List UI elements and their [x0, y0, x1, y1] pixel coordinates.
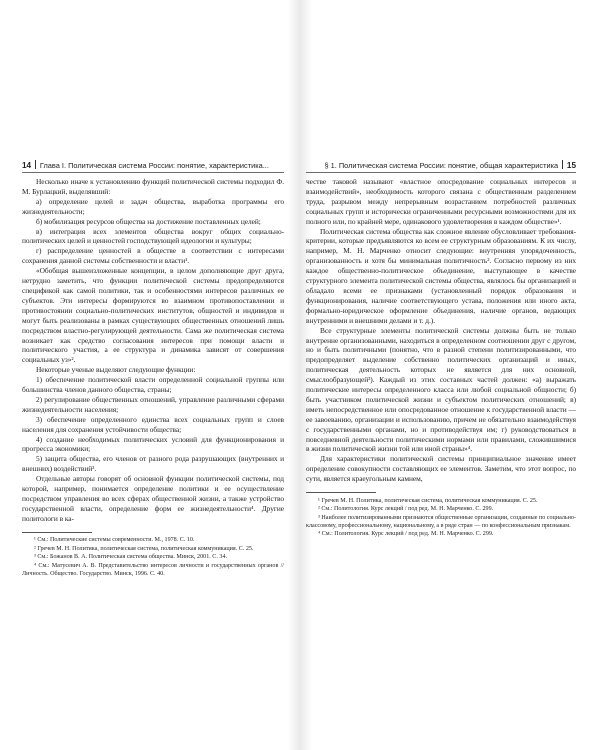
paragraph: б) мобилизация ресурсов общества на достижение поставленных целей;	[36, 216, 261, 226]
paragraph: Некоторые ученые выделяют следующие функции:	[36, 365, 196, 375]
paragraph: 4) создание необходимых политических условий для функционирования и прогресса экономики;	[22, 434, 284, 454]
footnote: ⁴ См.: Политология. Курс лекций / под ред. М. Н. Марченко. С. 299.	[318, 531, 494, 538]
footnote: ² Гречев М. Н. Политика, политическая система, политическая коммуникация. С. 25.	[34, 545, 254, 552]
paragraph: а) определение целей и задач общества, выработка программы его жизнедеятельности;	[22, 196, 284, 216]
paragraph: 1) обеспечение политической власти определенной социальной группы или большинства членов данного общества, страны;	[22, 375, 284, 395]
right-footnotes	[306, 497, 576, 539]
paragraph: 2) регулирование общественных отношений, управление различными сферами жизнедеятельности населения;	[22, 394, 284, 414]
right-page-number: 15	[566, 161, 576, 170]
footnote: ¹ Гречев М. Н. Политика, политическая система, политическая коммуникация. С. 25.	[318, 497, 538, 504]
paragraph: Отдельные авторы говорят об основной функции политической системы, под которой, например, понимается определение политики и ее осуществление посредством управления во всех сферах общественной жизни, а также устройство государственной власти, определение форм ее жизнедеятельности⁴. Другие политологи в ка-	[22, 474, 284, 523]
footnote-divider	[306, 492, 376, 493]
left-running-head-title: Глава I. Политическая система России: понятие, характеристика...	[39, 161, 269, 170]
right-body-text	[306, 177, 576, 484]
right-running-head	[306, 160, 576, 173]
footnote: ³ См.: Божанов В. А. Политическая система общества. Минск, 2001. С. 34.	[34, 554, 228, 561]
left-footnotes	[22, 536, 284, 578]
footnote: ² См.: Политология. Курс лекций / под ред. М. Н. Марченко. С. 299.	[318, 506, 494, 513]
footnote: ¹ См.: Политические системы современности. М., 1978. С. 10.	[34, 537, 195, 544]
left-page	[22, 160, 284, 736]
left-page-number: 14	[22, 161, 32, 170]
paragraph: 5) защита общества, его членов от разного рода разрушающих (внутренних и внешних) воздействий³.	[22, 454, 284, 474]
paragraph: «Обобщая вышеизложенные концепции, в целом дополняющие друг друга, нетрудно заметить, что функции политической системы предопределяются спецификой как самой политики, так и особенностями интересов различных ее субъектов. Эти интересы формируются во взаимном противопоставлении и противостоянии социально-политических институтов, общностей и индивидов и могут быть реализованы в рамках существующих общественных отношений лишь посредством властно-регулирующей деятельности. Сама же политическая система возникает как средство согласования интересов при помощи власти и политического участия, а ее структура и динамика зависят от совершения социальных уз»².	[22, 266, 284, 365]
running-head-divider	[35, 160, 36, 169]
paragraph: г) распределение ценностей в обществе в соответствии с интересами сохранения данной системы собственности и власти¹.	[22, 246, 284, 266]
running-head-divider	[562, 160, 563, 169]
paragraph: Политическая система общества как сложное явление обусловливает требования-критерии, которые предъявляются ко всем ее структурным образованиям. К их числу, например, М. Н. Марченко относит следующие: внутренняя упорядоченность, организованность и хотя бы минимальная политичность². Согласно первому из них каждое общественно-политическое объединение, выступающее в качестве структурного элемента политической системы общества, являлось бы организацией и обладало всеми ее признаками (установленный порядок образования и функционирования, наличие соответствующего устава, положения или иного акта, формально-юридическое оформление объединения, наличие органов, ведающих внутренними и внешними делами и т. д.).	[306, 226, 576, 325]
paragraph: Все структурные элементы политической системы должны быть не только внутренне организованными, находиться в определенном соотношении друг с другом, но и быть политичными (понятно, что в разной степени политизированными, что предопределяет выделение собственно политических организаций и иных, политическая деятельность которых не является для них основной, смыслообразующей³). Каждый из этих составных частей должен: «а) выражать политические интересы определенного класса или любой социальной общности; б) быть участником политической жизни и субъектом политических отношений; в) иметь непосредственное или опосредованное отношение к государственной власти — ее завоеванию, организации и использованию, причем не обязательно взаимодействуя с государственными органами, но и противодействуя им; г) руководствоваться в повседневной деятельности политическими нормами или правилами, сложившимися в жизни политической жизни той или иной страны»⁴.	[306, 325, 576, 454]
footnote-divider	[22, 532, 92, 533]
paragraph: 3) обеспечение определенного единства всех социальных групп и слоев населения для сохранения устойчивости общества;	[22, 414, 284, 434]
left-body-text	[22, 177, 284, 524]
footnote: ³ Наиболее политизированными признаются общественные организации, созданные по социально-классовому, профессиональному, национальному, а в ряде стран — по конфессиональным признакам.	[306, 514, 576, 529]
right-page	[306, 160, 576, 736]
paragraph: Для характеристики политической системы принципиальное значение имеет определение совокупности составляющих ее элементов. Заметим, что этот вопрос, по сути, является краеугольным камнем,	[306, 454, 576, 484]
paragraph: Несколько иначе к установлению функций политической системы подходил Ф. М. Бурлацкий, выделявший:	[22, 177, 284, 196]
left-running-head	[22, 160, 284, 173]
paragraph: в) интеграция всех элементов общества вокруг общих социально-политических целей и ценностей господствующей идеологии и культуры;	[22, 226, 284, 246]
paragraph: честве таковой называют «властное опосредование социальных интересов и взаимодействий», необходимость которого связана с общественным разделением труда, разрывом между непрерывным возрастанием потребностей различных социальных групп и исторически ограниченными ресурсными возможностями для их полного или, по крайней мере, одинакового удовлетворения в каждом обществе»¹.	[306, 177, 576, 226]
footnote: ⁴ См.: Матусевич А. В. Представительство интересов личности и государственных органов // Личность. Общество. Государство. Минск, 1996. С. 40.	[22, 562, 284, 577]
right-running-head-title: § 1. Политическая система России: понятие, общая характеристика	[324, 161, 559, 170]
